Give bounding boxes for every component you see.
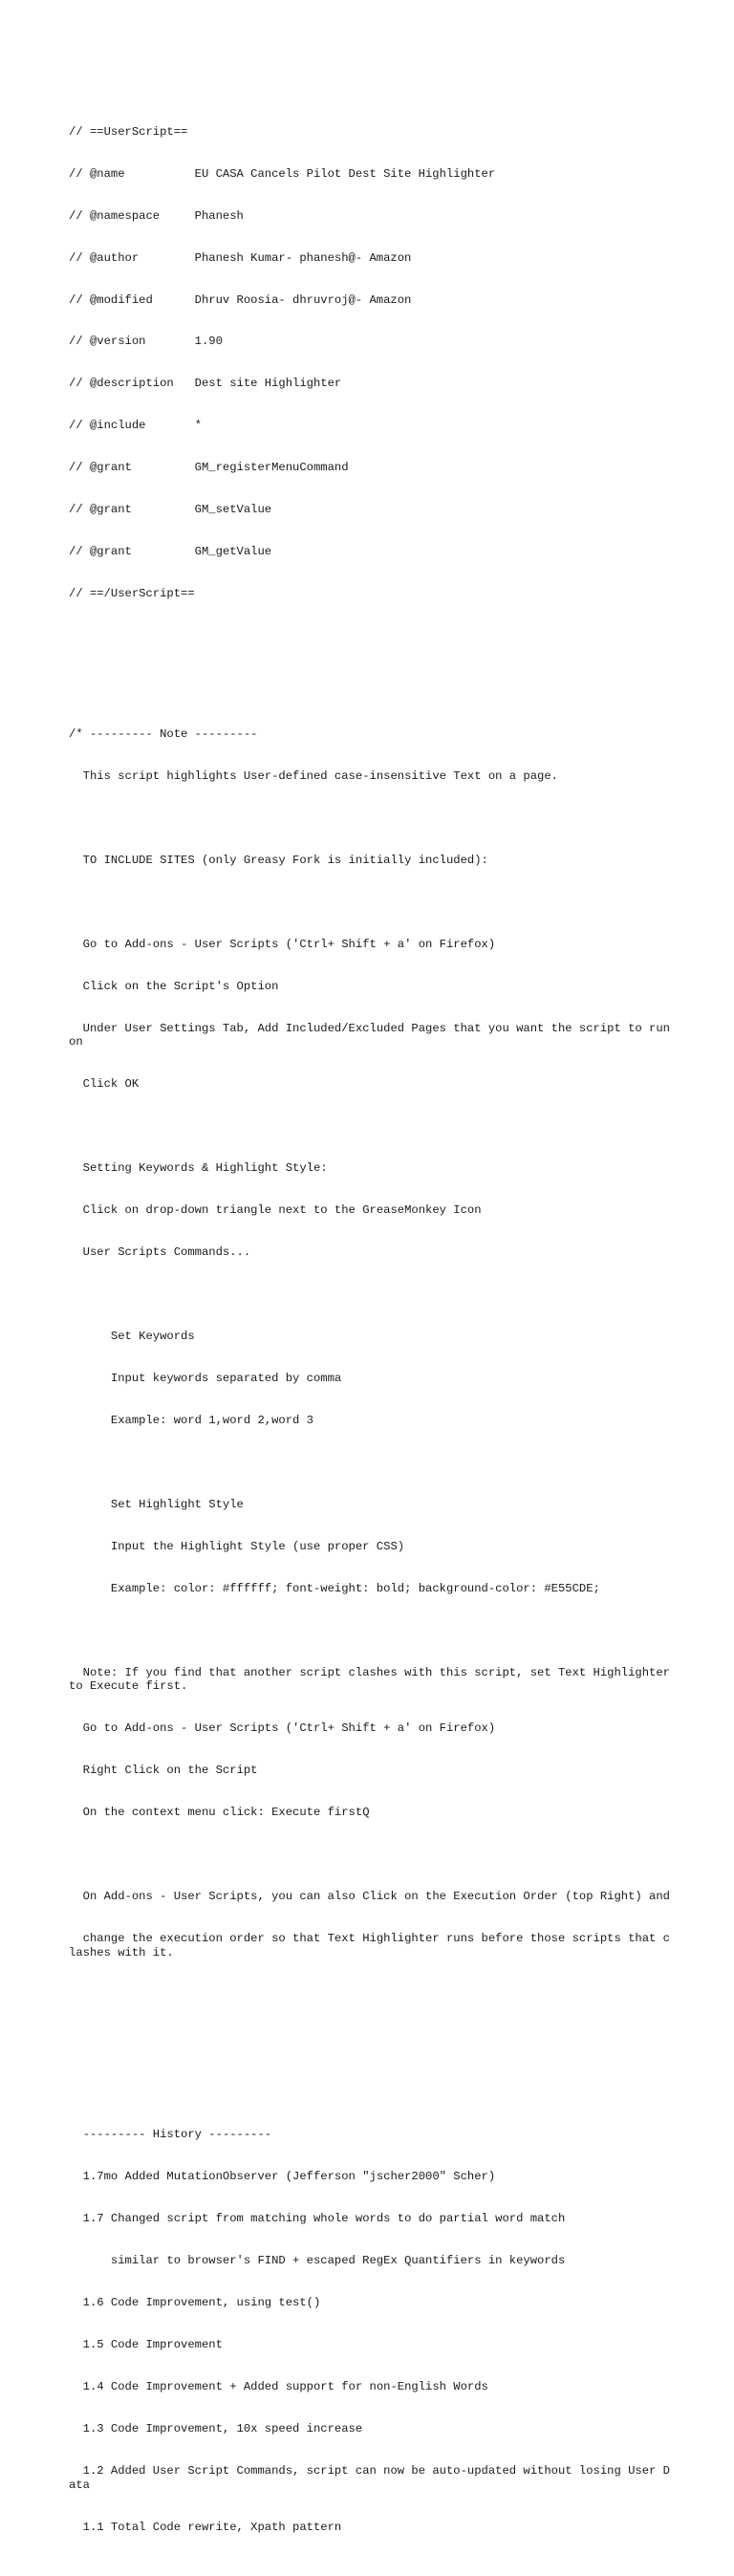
note-line: Go to Add-ons - User Scripts ('Ctrl+ Shift + a' on Firefox) bbox=[69, 1721, 496, 1736]
history-line: 1.7 Changed script from matching whole words to do partial word match bbox=[69, 2212, 566, 2226]
blank-line bbox=[69, 2058, 671, 2072]
history-line: 1.3 Code Improvement, 10x speed increase bbox=[69, 2422, 363, 2436]
header-line: // ==/UserScript== bbox=[69, 587, 195, 601]
header-line: // @namespace Phanesh bbox=[69, 208, 244, 223]
note-line bbox=[69, 1848, 671, 1862]
header-line: // @name EU CASA Cancels Pilot Dest Site Highlighter bbox=[69, 166, 496, 181]
note-line: change the execution order so that Text Highlighter runs before those scripts that clashes with it. bbox=[69, 1932, 670, 1959]
header-line: // @grant GM_registerMenuCommand bbox=[69, 461, 349, 475]
history-line: 1.1 Total Code rewrite, Xpath pattern bbox=[69, 2520, 342, 2534]
note-line: Example: word 1,word 2,word 3 bbox=[69, 1413, 313, 1427]
note-line bbox=[69, 812, 671, 826]
history-line: --------- History --------- bbox=[69, 2128, 272, 2142]
note-line: This script highlights User-defined case-insensitive Text on a page. bbox=[69, 768, 558, 783]
note-line: Right Click on the Script bbox=[69, 1764, 258, 1778]
note-line bbox=[69, 1288, 671, 1302]
history-line: 1.6 Code Improvement, using test() bbox=[69, 2296, 321, 2310]
header-line: // @description Dest site Highlighter bbox=[69, 377, 342, 391]
note-line: Setting Keywords & Highlight Style: bbox=[69, 1161, 328, 1176]
header-line: // @modified Dhruv Roosia- dhruvroj@- Amazon bbox=[69, 292, 412, 307]
note-line: Under User Settings Tab, Add Included/Excluded Pages that you want the script to run on bbox=[69, 1021, 678, 1050]
header-line: // @author Phanesh Kumar- phanesh@- Amazon bbox=[69, 250, 412, 265]
note-line: Input keywords separated by comma bbox=[69, 1371, 342, 1385]
note-line bbox=[69, 1119, 671, 1134]
history-block bbox=[69, 2100, 671, 2563]
note-line: Note: If you find that another script clashes with this script, set Text Highlighter to Execute first. bbox=[69, 1665, 678, 1694]
note-line: Click on the Script's Option bbox=[69, 979, 279, 993]
history-line: 1.5 Code Improvement bbox=[69, 2338, 223, 2352]
script-document bbox=[69, 69, 678, 2576]
blank-line bbox=[69, 2016, 671, 2030]
note-line: Set Highlight Style bbox=[69, 1497, 244, 1511]
history-line: 1.4 Code Improvement + Added support for non-English Words bbox=[69, 2380, 488, 2394]
note-line: Set Keywords bbox=[69, 1329, 195, 1343]
note-line bbox=[69, 1456, 671, 1470]
blank-line bbox=[69, 658, 671, 672]
note-line: TO INCLUDE SITES (only Greasy Fork is initially included): bbox=[69, 853, 488, 867]
note-block bbox=[69, 700, 678, 1988]
note-line: /* --------- Note --------- bbox=[69, 726, 258, 741]
note-line: On the context menu click: Execute firstQ bbox=[69, 1806, 370, 1820]
history-line: 1.7mo Added MutationObserver (Jefferson "jscher2000" Scher) bbox=[69, 2170, 496, 2184]
header-line: // @include * bbox=[69, 419, 202, 433]
note-line: Go to Add-ons - User Scripts ('Ctrl+ Shift + a' on Firefox) bbox=[69, 937, 496, 951]
note-line: Click OK bbox=[69, 1077, 140, 1092]
header-line: // @grant GM_setValue bbox=[69, 503, 272, 517]
header-line: // ==UserScript== bbox=[69, 124, 188, 139]
header-line: // @version 1.90 bbox=[69, 335, 223, 349]
history-line: 1.2 Added User Script Commands, script can now be auto-updated without losing User Data bbox=[69, 2464, 670, 2492]
note-line bbox=[69, 896, 671, 910]
note-line: Example: color: #ffffff; font-weight: bold; background-color: #E55CDE; bbox=[69, 1581, 600, 1595]
note-line: On Add-ons - User Scripts, you can also Click on the Execution Order (top Right) and bbox=[69, 1890, 670, 1904]
note-line bbox=[69, 1624, 671, 1638]
note-line: Input the Highlight Style (use proper CSS) bbox=[69, 1539, 405, 1553]
note-line: Click on drop-down triangle next to the GreaseMonkey Icon bbox=[69, 1203, 482, 1218]
userscript-header-block bbox=[69, 97, 671, 629]
header-line: // @grant GM_getValue bbox=[69, 545, 272, 559]
note-line: User Scripts Commands... bbox=[69, 1245, 251, 1260]
history-line: similar to browser's FIND + escaped RegEx Quantifiers in keywords bbox=[69, 2254, 566, 2268]
